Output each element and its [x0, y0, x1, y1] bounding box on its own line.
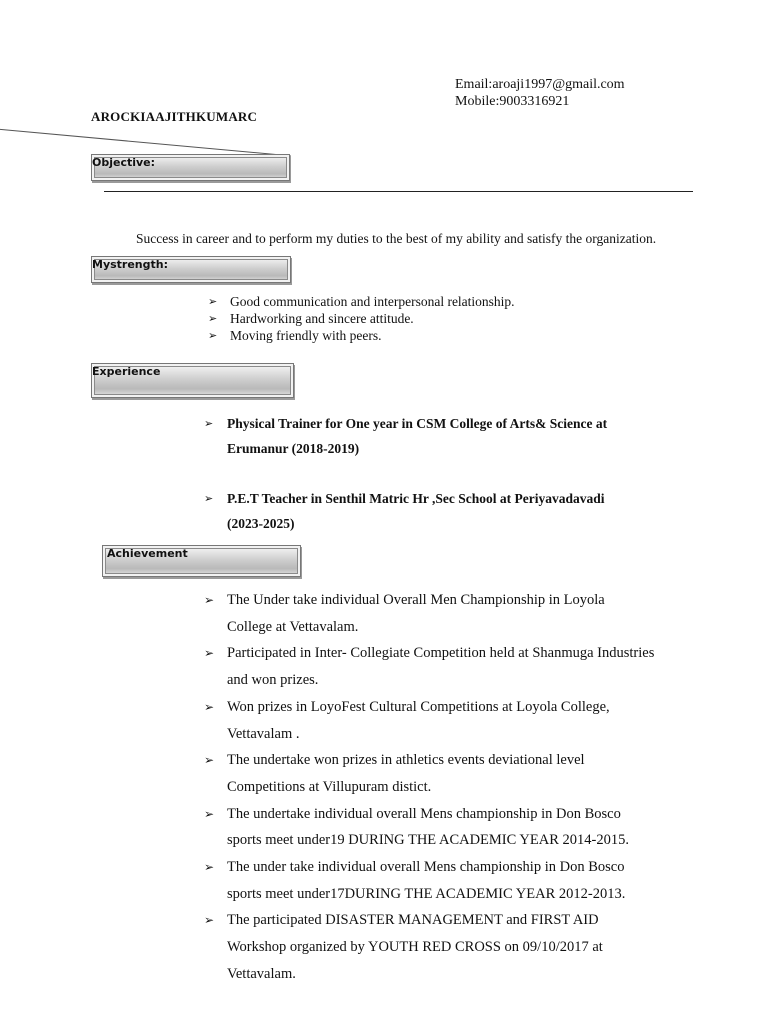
list-item: ➢ Hardworking and sincere attitude. — [208, 311, 414, 326]
strength-list — [208, 293, 515, 344]
objective-heading-label: Objective: — [92, 156, 156, 169]
arrow-bullet-icon: ➢ — [208, 312, 218, 325]
list-item: ➢ Good communication and interpersonal relationship. — [208, 294, 515, 309]
list-item: ➢ Won prizes in LoyoFest Cultural Competitions at Loyola College, Vettavalam . — [204, 694, 684, 747]
arrow-bullet-icon: ➢ — [204, 753, 215, 768]
arrow-bullet-icon: ➢ — [204, 699, 215, 714]
achievement-list — [204, 587, 684, 988]
list-item: ➢ Moving friendly with peers. — [208, 328, 382, 343]
strength-heading-label: Mystrength: — [92, 258, 169, 271]
arrow-bullet-icon: ➢ — [204, 417, 214, 430]
list-item: ➢ The Under take individual Overall Men Championship in Loyola College at Vettavalam. — [204, 587, 684, 640]
experience-item: ➢ P.E.T Teacher in Senthil Matric Hr ,Sec School at Periyavadavadi (2023-2025) — [204, 486, 634, 536]
objective-heading — [91, 154, 290, 181]
arrow-bullet-icon: ➢ — [204, 593, 215, 607]
candidate-name: AROCKIAAJITHKUMARC — [91, 109, 258, 124]
list-item: ➢ The participated DISASTER MANAGEMENT and FIRST AID Workshop organized by YOUTH RED CROSS on 09/10/2017 at Vettavalam. — [204, 907, 684, 987]
decorative-line — [0, 128, 291, 156]
strength-heading — [91, 256, 291, 283]
arrow-bullet-icon: ➢ — [204, 806, 215, 821]
arrow-bullet-icon: ➢ — [208, 295, 218, 308]
contact-block — [455, 76, 625, 110]
list-item: ➢ Participated in Inter- Collegiate Competition held at Shanmuga Industries and won prizes. — [204, 640, 684, 693]
arrow-bullet-icon: ➢ — [204, 492, 214, 505]
arrow-bullet-icon: ➢ — [204, 646, 215, 661]
arrow-bullet-icon: ➢ — [208, 329, 218, 342]
experience-heading-label: Experience — [92, 365, 161, 378]
arrow-bullet-icon: ➢ — [204, 860, 215, 875]
achievement-heading-label: Achievement — [107, 547, 188, 560]
objective-text: Success in career and to perform my duties to the best of my ability and satisfy the organization. — [136, 231, 657, 246]
experience-item: ➢ Physical Trainer for One year in CSM College of Arts& Science at Erumanur (2018-2019) — [204, 411, 634, 461]
list-item: ➢ The undertake individual overall Mens championship in Don Bosco sports meet under19 DURING THE ACADEMIC YEAR 2014-2015. — [204, 801, 684, 854]
list-item: ➢ The under take individual overall Mens championship in Don Bosco sports meet under17DURING THE ACADEMIC YEAR 2012-2013. — [204, 854, 684, 907]
mobile-text: Mobile:9003316921 — [455, 94, 570, 109]
divider — [104, 191, 693, 192]
email-text: Email:aroaji1997@gmail.com — [455, 77, 625, 92]
arrow-bullet-icon: ➢ — [204, 913, 215, 928]
achievement-heading — [102, 545, 301, 577]
list-item: ➢ The undertake won prizes in athletics events deviational level Competitions at Villupuram distict. — [204, 747, 684, 800]
experience-heading — [91, 363, 294, 398]
